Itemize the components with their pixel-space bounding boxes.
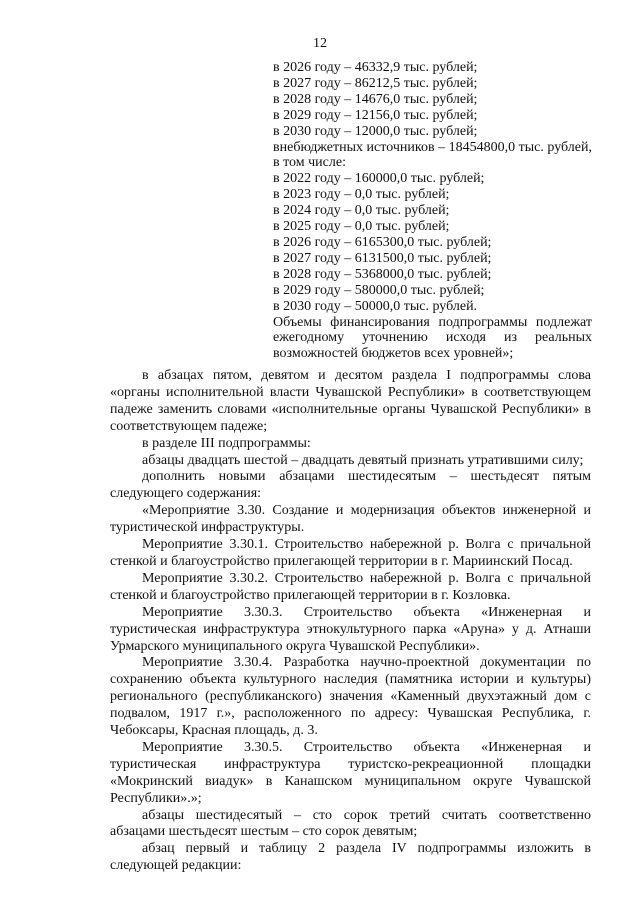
page-number: 12 [313,36,327,51]
extrabudget-line-2029: в 2029 году – 580000,0 тыс. рублей; [273,282,485,298]
paragraph-measure-3-30-5: Мероприятие 3.30.5. Строительство объекта «Инженерная и туристическая инфраструктура туристско-рекреационной площадки «Мокринский виадук» в Канашском муниципальном округе Чувашской Республики».»; [110,739,591,806]
extrabudget-line-2028: в 2028 году – 5368000,0 тыс. рублей; [273,266,492,282]
paragraph-measure-3-30-1: Мероприятие 3.30.1. Строительство набережной р. Волга с причальной стенкой и благоустройство прилегающей территории в г. Мариинский Посад. [110,537,591,569]
extrabudget-line-2024: в 2024 году – 0,0 тыс. рублей; [273,203,450,219]
budget-line-2027: в 2027 году – 86212,5 тыс. рублей; [273,75,478,91]
extrabudget-line-2026: в 2026 году – 6165300,0 тыс. рублей; [273,234,492,250]
budget-line-2030: в 2030 году – 12000,0 тыс. рублей; [273,123,478,139]
main-text [110,368,591,875]
extrabudget-intro: внебюджетных источников – 18454800,0 тыс. рублей, в том числе: [273,139,592,171]
budget-line-2026: в 2026 году – 46332,9 тыс. рублей; [273,60,478,75]
paragraph-renumber: абзацы шестидесятый – сто сорок третий считать соответственно абзацами шестьдесят шестым – сто сорок девятым; [110,807,591,840]
paragraph-section-iv: абзац первый и таблицу 2 раздела IV подпрограммы изложить в следующей редакции: [110,841,591,874]
extrabudget-line-2030: в 2030 году – 50000,0 тыс. рублей. [273,298,478,314]
financing-block [273,60,592,362]
paragraph-section-iii: в разделе III подпрограммы: [142,435,311,451]
paragraph-invalidate: абзацы двадцать шестой – двадцать девятый признать утратившими силу; [142,452,584,468]
paragraph-supplement: дополнить новыми абзацами шестидесятым – шестьдесят пятым следующего содержания: [110,469,591,502]
extrabudget-line-2022: в 2022 году – 160000,0 тыс. рублей; [273,171,485,187]
budget-line-2029: в 2029 году – 12156,0 тыс. рублей; [273,107,478,123]
paragraph-measure-3-30: «Мероприятие 3.30. Создание и модернизация объектов инженерной и туристической инфраструктуры. [110,503,591,536]
extrabudget-line-2027: в 2027 году – 6131500,0 тыс. рублей; [273,250,492,266]
budget-line-2028: в 2028 году – 14676,0 тыс. рублей; [273,91,478,107]
paragraph-measure-3-30-3: Мероприятие 3.30.3. Строительство объекта «Инженерная и туристическая инфраструктура этнокультурного парка «Аруна» у д. Атнаши Урмарского муниципального округа Чувашской Республики». [110,604,591,654]
extrabudget-line-2023: в 2023 году – 0,0 тыс. рублей; [273,187,450,203]
paragraph-measure-3-30-4: Мероприятие 3.30.4. Разработка научно-проектной документации по сохранению объекта культурного наследия (памятника истории и культуры) регионального (республиканского) значения «Каменный двухэтажный дом с подвалом, 1917 г.», расположенного по адресу: Чувашская Республика, г. Чебоксары, Красная площадь, д. 3. [110,655,591,739]
paragraph-measure-3-30-2: Мероприятие 3.30.2. Строительство набережной р. Волга с причальной стенкой и благоустройство прилегающей территории в г. Козловка. [110,570,591,603]
volumes-note: Объемы финансирования подпрограммы подлежат ежегодному уточнению исходя из реальных возможностей бюджетов всех уровней»; [273,314,592,362]
extrabudget-line-2025: в 2025 году – 0,0 тыс. рублей; [273,219,450,235]
paragraph-section-i: в абзацах пятом, девятом и десятом раздела I подпрограммы слова «органы исполнительной власти Чувашской Республики» в соответствующем падеже заменить словами «исполнительные органы Чувашской Республики» в соответствующем падеже; [110,368,591,434]
